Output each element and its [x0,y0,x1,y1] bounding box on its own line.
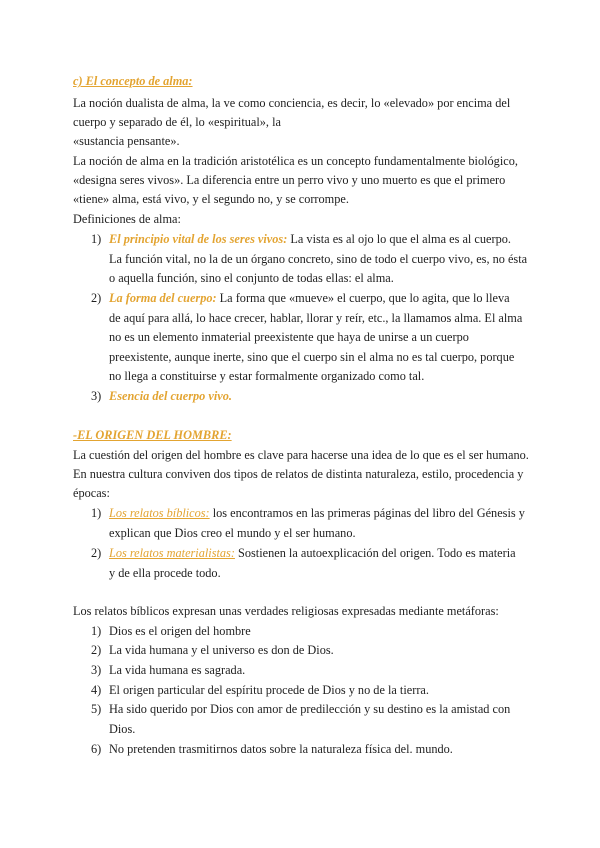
item-number: 4) [91,683,102,697]
item-body [109,544,534,583]
item-text: La función vital, no la de un órgano concreto, sino de todo el cuerpo vivo, es, no ésta [109,251,528,266]
biblical-point [73,681,543,701]
item-body [109,387,534,407]
item-lead: El principio vital de los seres vivos: [109,232,288,246]
text-line: épocas: [73,486,110,500]
text-line: La cuestión del origen del hombre es clave para hacerse una idea de lo que es el ser humano. [73,448,529,462]
item-number: 1) [91,506,102,520]
item-number: 3) [91,389,102,403]
biblical-intro [73,602,543,621]
item-text: de aquí para allá, lo hace crecer, hablar, llorar y reír, etc., la llamamos alma. El alma [109,310,523,325]
item-number: 1) [91,232,102,246]
text-line: En nuestra cultura conviven dos tipos de relatos de distinta naturaleza, estilo, procedencia y [73,467,524,481]
item-text: El origen particular del espíritu procede de Dios y no de la tierra. [109,683,429,697]
item-body [109,504,534,543]
item-body [109,289,534,387]
item-text: La vista es al ojo lo que el alma es al cuerpo. [287,232,511,246]
item-number: 6) [91,742,102,756]
section-heading-origen [73,426,543,445]
biblical-point [73,661,543,681]
item-body [109,230,534,289]
text-line: cuerpo y separado de él, lo «espiritual», la [73,115,281,129]
biblical-point [73,700,543,740]
heading-text: -EL ORIGEN DEL HOMBRE: [73,428,232,442]
item-text: y de ella procede todo. [109,565,221,580]
paragraph-dualista [73,94,543,151]
relato-item [73,504,543,544]
item-number: 2) [91,546,102,560]
item-text: Dios. [109,721,136,736]
section-heading-alma [73,72,543,91]
item-text: explican que Dios creo el mundo y el ser humano. [109,525,356,540]
item-text: La vida humana y el universo es don de Dios. [109,643,334,657]
item-text: Dios es el origen del hombre [109,624,251,638]
biblical-point [73,641,543,661]
definitions-label-text: Definiciones de alma: [73,212,181,226]
text-line: La noción dualista de alma, la ve como conciencia, es decir, lo «elevado» por encima del [73,96,511,110]
item-text: Sostienen la autoexplicación del origen. Todo es materia [234,546,516,560]
item-text: o aquella función, sino el conjunto de todas ellas: el alma. [109,271,394,285]
text-line: «sustancia pensante». [73,134,180,148]
item-number: 2) [91,643,102,657]
text-line: La noción de alma en la tradición aristotélica es un concepto fundamentalmente biológico, [73,154,518,168]
text-line: «tiene» alma, está vivo, y el segundo no, y se corrompe. [73,192,349,206]
item-lead: Los relatos materialistas: [109,546,235,560]
item-number: 5) [91,702,102,716]
definition-item [73,387,543,407]
definitions-label [73,210,543,229]
item-lead: Esencia del cuerpo vivo. [109,389,232,403]
item-text: preexistente, aunque inerte, sino que el cuerpo sin el alma no es tal cuerpo, porque [109,349,515,364]
paragraph-aristotelica [73,152,543,209]
item-text: no llega a constituirse y estar formalmente organizado como tal. [109,369,425,383]
text-line: Los relatos bíblicos expresan unas verdades religiosas expresadas mediante metáforas: [73,604,499,618]
paragraph-origen [73,446,543,503]
biblical-point [73,622,543,642]
biblical-point [73,740,543,760]
heading-text: c) El concepto de alma: [73,74,193,88]
item-text: No pretenden trasmitirnos datos sobre la naturaleza física del. mundo. [109,742,453,756]
item-text: La vida humana es sagrada. [109,663,246,677]
item-number: 1) [91,624,102,638]
text-line: «designa seres vivos». La diferencia entre un perro vivo y uno muerto es que el primero [73,173,506,187]
item-number: 2) [91,291,102,305]
item-text: no es un elemento inmaterial preexistente que haya de unirse a un cuerpo [109,330,469,344]
relato-item [73,544,543,584]
item-text: La forma que «mueve» el cuerpo, que lo agita, que lo lleva [216,291,510,305]
definition-item [73,230,543,290]
item-lead: La forma del cuerpo: [109,291,217,305]
definition-item [73,289,543,389]
item-text: Ha sido querido por Dios con amor de predilección y su destino es la amistad con [109,702,511,716]
item-number: 3) [91,663,102,677]
item-body [109,700,534,739]
item-text: los encontramos en las primeras páginas del libro del Génesis y [209,506,525,520]
item-lead: Los relatos bíblicos: [109,506,210,520]
